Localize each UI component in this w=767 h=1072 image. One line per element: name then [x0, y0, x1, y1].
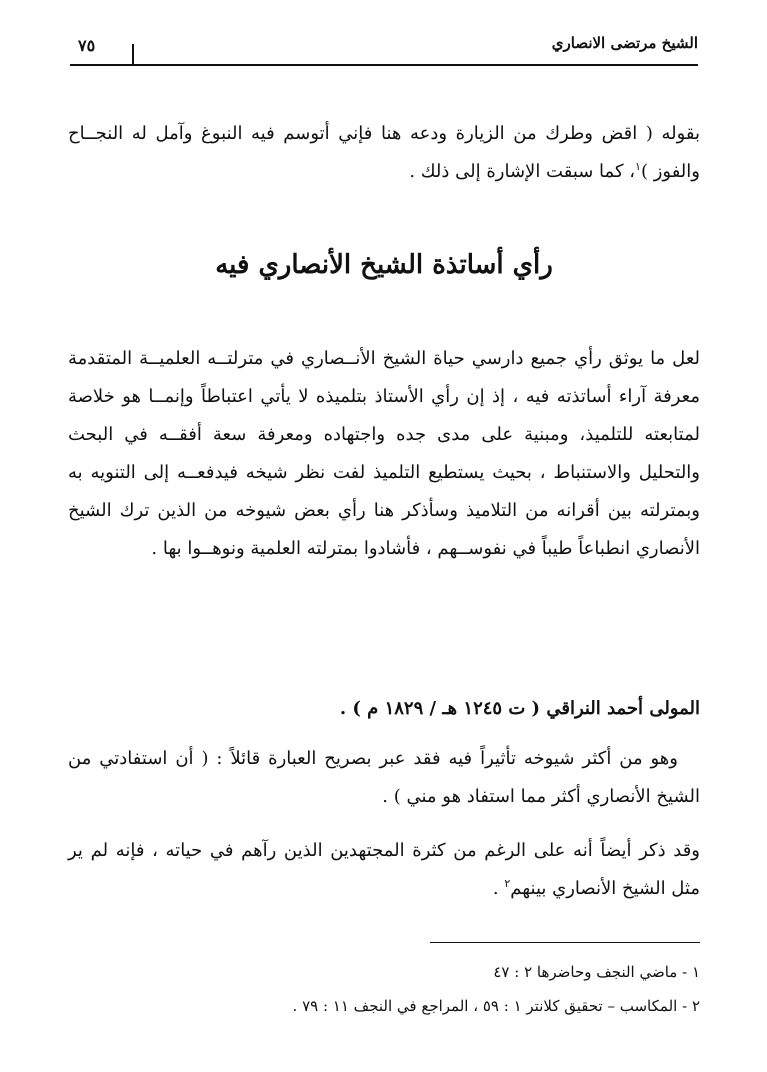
person-heading: المولى أحمد النراقي ( ت ١٢٤٥ هـ / ١٨٢٩ م ) . — [339, 698, 700, 719]
intro-tail: ، كما سبقت الإشارة إلى ذلك . — [409, 161, 636, 182]
header-rule — [70, 64, 698, 66]
closing-text: وقد ذكر أيضاً أنه على الرغم من كثرة المجتهدين الذين رآهم في حياته ، فإنه لم ير مثل الشيخ الأنصاري بينهم — [68, 840, 700, 899]
footnote-ref-1: ١ — [635, 160, 641, 173]
closing-tail: . — [492, 878, 505, 899]
intro-paragraph — [68, 115, 700, 191]
main-paragraph: لعل ما يوثق رأي جميع دارسي حياة الشيخ الأنــصاري في مترلتــه العلميــة المتقدمة معرفة آراء أساتذته فيه ، إذ إن رأي الأستاذ بتلميذه لا يأتي اعتباطاً وإنمــا هو خلاصة لمتابعته للتلميذ، ومبنية على مدى جده واجتهاده ومعرفة سعة أفقــه في البحث والتحليل والاستنباط ، بحيث يستطيع التلميذ لفت نظر شيخه فيدفعــه إلى التنويه به وبمترلته بين أقرانه من التلاميذ وسأذكر هنا رأي بعض شيوخه من الذين ترك الشيخ الأنصاري انطباعاً طيباً في نفوســهم ، فأشادوا بمترلته العلمية ونوهــوا بها . — [68, 348, 700, 559]
closing-paragraph — [68, 832, 700, 908]
section-heading: رأي أساتذة الشيخ الأنصاري فيه — [215, 250, 553, 280]
footnote-2: ٢ - المكاسب – تحقيق كلانتر ١ : ٥٩ ، المراجع في النجف ١١ : ٧٩ . — [292, 997, 700, 1015]
footnote-separator — [430, 942, 700, 943]
footnote-ref-2: ٢ — [504, 877, 511, 890]
page-number: ٧٥ — [78, 36, 96, 55]
running-title: الشيخ مرتضى الانصاري — [551, 34, 698, 52]
footnote-1: ١ - ماضي النجف وحاضرها ٢ : ٤٧ — [493, 963, 700, 981]
intro-text: بقوله ( اقض وطرك من الزيارة ودعه هنا فإني أتوسم فيه النبوغ وآمل له النجــاح والفوز ) — [68, 123, 700, 182]
quote-paragraph: وهو من أكثر شيوخه تأثيراً فيه فقد عبر بصريح العبارة قائلاً : ( أن استفادتي من الشيخ الأنصاري أكثر مما استفاد هو مني ) . — [68, 748, 700, 807]
page-header — [70, 28, 698, 68]
header-rule-tick — [132, 44, 134, 64]
footnotes — [68, 955, 700, 1023]
